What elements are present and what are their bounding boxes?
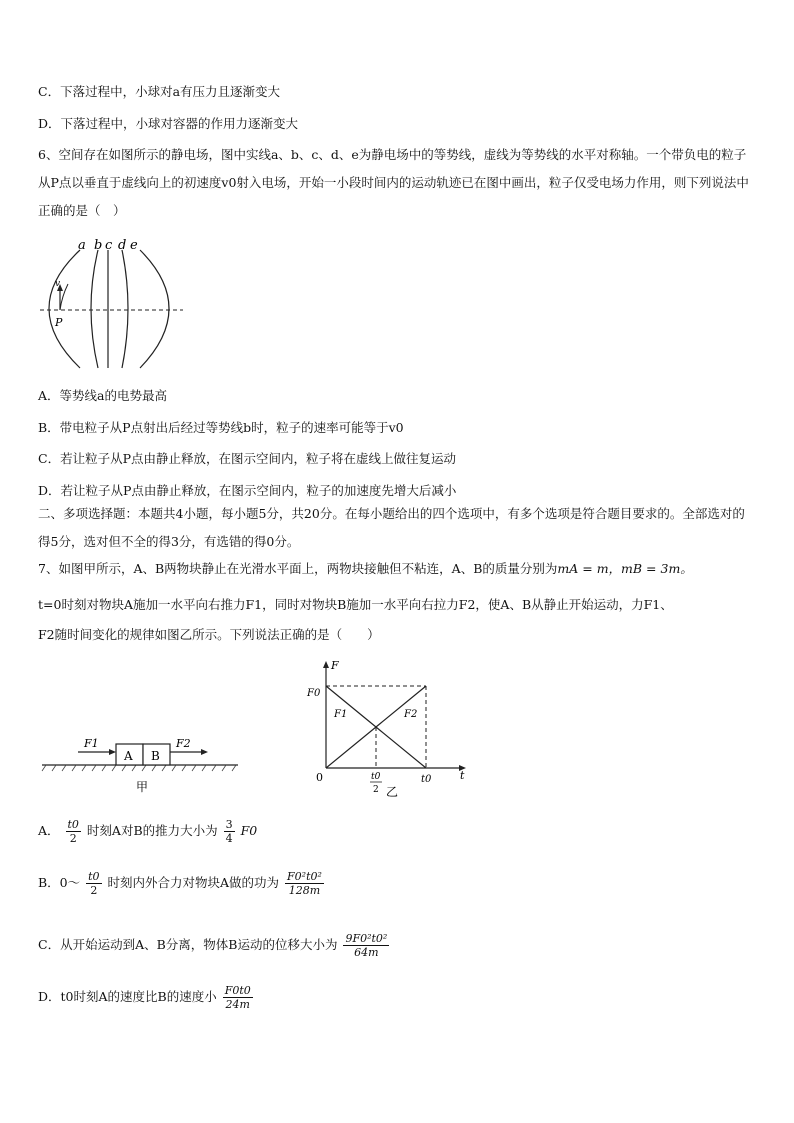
option-b-q7: B．0～ $\frac{t0}{2}$ 时刻内外合力对物块A做的功为 $\frac{\text{F0²t0²}}{128m}$ [38,870,322,897]
ground-hatch [42,765,236,771]
label-t0: t0 [421,774,432,785]
label-f-axis: F [331,659,339,672]
question-7-line-1: 7、如图甲所示，A、B两物块静止在光滑水平面上，两物块接触但不粘连，A、B的质量分别为mA = m，mB = 3m。 [38,561,693,576]
caption-yi: 乙 [386,785,399,799]
label-p: P [55,316,63,329]
option-d-q7: D．t0时刻A的速度比B的速度小 $\frac{F0t0}{24m}$ [38,984,251,1011]
equipotential-b [91,250,98,368]
equipotential-e [140,250,169,368]
label-t-axis: t [460,769,465,782]
section-2-header: 二、多项选择题：本题共4小题，每小题5分，共20分。在每小题给出的四个选项中，有多个选项是符合题目要求的。全部选对的得5分，选对但不全的得3分，有选错的得0分。 [38,506,745,549]
equipotential-d [122,250,128,368]
block-b-label: B [151,749,160,763]
label-f0: F0 [307,688,321,699]
label-c: c [105,238,113,253]
question-7-line-3: F2随时间变化的规律如图乙所示。下列说法正确的是（ ） [38,627,380,642]
question-6: 6、空间存在如图所示的静电场，图中实线a、b、c、d、e为静电场中的等势线，虚线为等势线的水平对称轴。一个带负电的粒子从P点以垂直于虚线向上的初速度v0射入电场，开始一小段时间内的运动轨迹已在图中画出，粒子仅受电场力作用，则下列说法中正确的是（ ） [38,147,749,218]
label-e: e [130,238,138,253]
option-a-q7: A． $\frac{t0}{2}$ 时刻A对B的推力大小为 $\frac{3}{4}$ F0 [38,818,258,845]
option-c-q7: C．从开始运动到A、B分离，物体B运动的位移大小为 $\frac{\text{9F0²t0²}}{64m}$ [38,932,388,959]
block-a-label: A [124,749,133,763]
option-d-q6: D．若让粒子从P点由静止释放，在图示空间内，粒子的加速度先增大后减小 [38,483,457,498]
label-line-f2: F2 [404,709,418,720]
label-f1: F1 [84,737,99,750]
figure-force-graph [300,655,475,805]
label-b: b [94,238,103,253]
option-a-q6: A．等势线a的电势最高 [38,388,167,403]
caption-jia: 甲 [136,780,149,794]
label-a: a [78,238,86,253]
label-v: v [55,279,61,289]
label-d: d [118,238,127,253]
label-origin: 0 [316,771,323,784]
option-b-q6: B．带电粒子从P点射出后经过等势线b时，粒子的速率可能等于v0 [38,420,404,435]
option-c-q5: C．下落过程中，小球对a有压力且逐渐变大 [38,84,281,99]
option-c-q6: C．若让粒子从P点由静止释放，在图示空间内，粒子将在虚线上做往复运动 [38,451,456,466]
label-half-den: 2 [373,785,379,795]
figure-blocks [38,725,243,795]
label-half-num: t0 [371,772,381,782]
equipotential-a [49,250,80,368]
option-d-q5: D．下落过程中，小球对容器的作用力逐渐变大 [38,116,299,131]
label-line-f1: F1 [334,709,348,720]
figure-equipotential [38,238,188,373]
label-f2: F2 [176,737,191,750]
question-7-line-2: t=0时刻对物块A施加一水平向右推力F1，同时对物块B施加一水平向右拉力F2，使A、B从静止开始运动，力F1、 [38,597,673,612]
